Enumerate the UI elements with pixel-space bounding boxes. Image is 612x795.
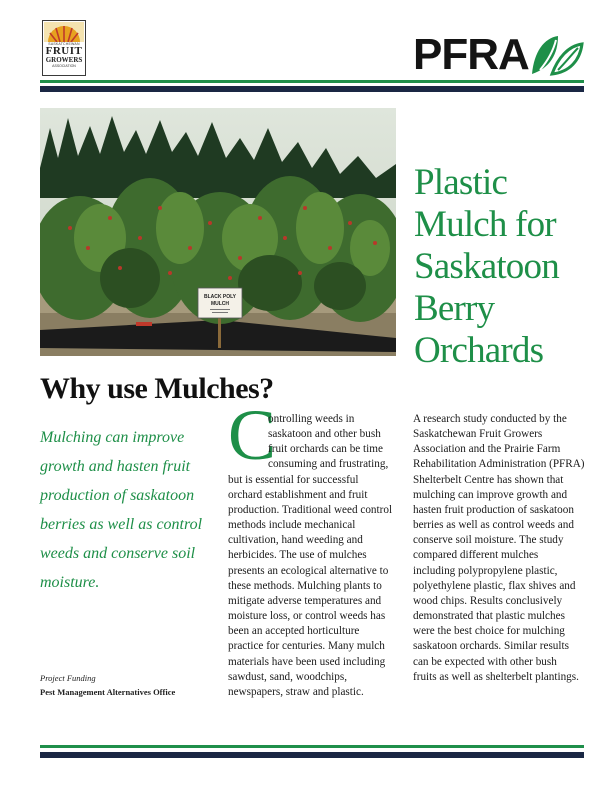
sunrise-icon <box>44 22 84 42</box>
body-line: fruits as well as shelterbelt plantings. <box>413 670 579 683</box>
body-line: newspapers, straw and plastic. <box>228 685 364 698</box>
body-line: materials have been used including <box>228 655 386 668</box>
pull-quote-line: growth and hasten fruit <box>40 458 191 475</box>
body-line: mulching can improve growth and <box>413 488 568 501</box>
footer-rule-navy <box>40 752 584 758</box>
title-line: Saskatoon <box>414 246 559 287</box>
body-line: herbicides. The use of mulches <box>228 549 367 562</box>
body-line: practice for centuries. Many mulch <box>228 640 385 653</box>
funding-org: Pest Management Alternatives Office <box>40 687 176 697</box>
sfga-logo <box>42 20 86 76</box>
footer-rule-green <box>40 745 584 748</box>
sfga-line3: GROWERS <box>45 56 83 64</box>
body-line: berries as well as control weeds and <box>413 519 574 532</box>
page-title <box>414 162 594 372</box>
pull-quote-line: moisture. <box>40 574 100 591</box>
body-line: saskatoon orchards. Similar results <box>413 640 569 653</box>
body-line: can be expected with other bush <box>413 655 557 668</box>
pull-quote-line: berries as well as control <box>40 516 203 533</box>
title-line: Orchards <box>414 330 544 371</box>
body-line: including polypropylene plastic, <box>413 564 558 577</box>
title-line: Plastic <box>414 162 508 203</box>
body-line: Shelterbelt Centre has shown that <box>413 473 564 486</box>
body-line: orchard establishment and fruit <box>228 488 368 501</box>
body-line: Saskatchewan Fruit Growers <box>413 428 543 441</box>
body-line: cultivation, hand weeding and <box>228 534 363 547</box>
header-rule-navy <box>40 86 584 92</box>
orchard-photo <box>40 108 396 356</box>
body-line: hasten fruit production of saskatoon <box>413 503 574 516</box>
body-line: were the best choice for mulching <box>413 625 565 638</box>
body-line: compared different mulches <box>413 549 539 562</box>
body-line: Association and the Prairie Farm <box>413 443 561 456</box>
body-line: consuming and frustrating, <box>268 458 389 471</box>
body-line: mitigate adverse temperatures and <box>228 594 382 607</box>
body-line: saskatoon and other bush <box>268 428 381 441</box>
body-column-1 <box>228 412 398 700</box>
body-line: conserve soil moisture. The study <box>413 534 564 547</box>
body-line: polyethylene plastic, flax shives and <box>413 579 576 592</box>
sfga-line2: FRUIT <box>45 45 83 57</box>
body-line: ontrolling weeds in <box>268 413 355 425</box>
body-line: but is essential for successful <box>228 473 359 486</box>
leaf-icon <box>528 30 584 78</box>
section-heading: Why use Mulches? <box>40 372 274 405</box>
pull-quote-line: production of saskatoon <box>40 487 195 504</box>
title-line: Mulch for <box>414 204 556 245</box>
sfga-line1: SASKATCHEWAN <box>48 42 80 46</box>
drop-cap: C <box>228 395 277 475</box>
body-line: fruit orchards can be time <box>268 443 383 456</box>
sfga-line4: ASSOCIATION <box>52 64 76 68</box>
body-line: methods include mechanical <box>228 519 356 532</box>
body-line: A research study conducted by the <box>413 413 567 425</box>
header-rule-green <box>40 80 584 83</box>
body-line: production. Traditional weed control <box>228 503 393 516</box>
sign-line2: MULCH <box>210 301 230 307</box>
body-line: moisture loss, or control weeds has <box>228 610 386 623</box>
body-line: sawdust, sand, woodchips, <box>228 670 348 683</box>
body-column-2 <box>413 412 588 685</box>
body-line: wood chips. Results conclusively <box>413 594 563 607</box>
pfra-logo-text: PFRA <box>413 30 529 79</box>
pull-quote-line: Mulching can improve <box>40 429 185 446</box>
pull-quote <box>40 423 220 597</box>
pull-quote-line: weeds and conserve soil <box>40 545 196 562</box>
body-line: demonstrated that plastic mulches <box>413 610 565 623</box>
funding-label: Project Funding <box>40 673 96 683</box>
body-line: presents an ecological alternative to <box>228 564 389 577</box>
body-line: been an accepted horticulture <box>228 625 360 638</box>
body-line: Rehabilitation Administration (PFRA) <box>413 458 585 471</box>
body-line: these methods. Mulching plants to <box>228 579 382 592</box>
sign-line1: BLACK POLY <box>203 294 237 300</box>
title-line: Berry <box>414 288 495 329</box>
